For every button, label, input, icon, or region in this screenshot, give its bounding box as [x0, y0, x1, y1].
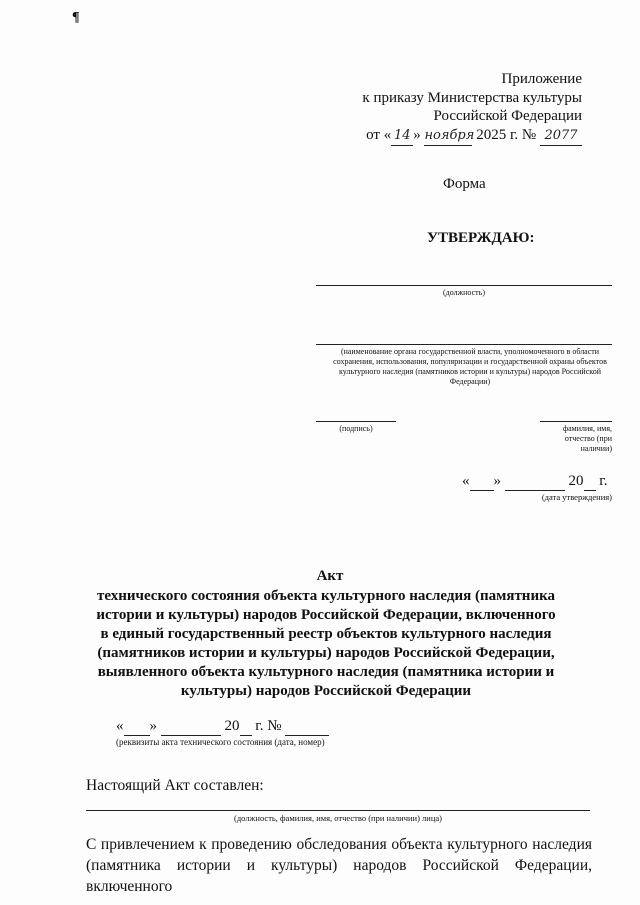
approval-date	[462, 473, 607, 491]
act-day-blank	[124, 718, 150, 736]
authority-caption: (наименование органа государственной власти, уполномоченного в области сохранения, использования, популяризации и государственной охраны объектов культурного наследия (памятников истории и культуры) народов Российской Федерации)	[333, 347, 607, 386]
signature-caption: (подпись)	[339, 424, 373, 433]
composed-line	[86, 810, 590, 811]
authority-line	[316, 344, 612, 345]
act-month-blank	[161, 718, 221, 736]
involvement-text: С привлечением к проведению обследования объекта культурного наследия (памятника истории и культуры) народов Российской Федерации, включенного	[86, 836, 592, 895]
name-line	[540, 421, 612, 422]
position-line	[316, 285, 612, 286]
composed-label: Настоящий Акт составлен:	[86, 777, 264, 794]
order-day: 14	[391, 127, 413, 146]
approve-title: УТВЕРЖДАЮ:	[427, 230, 535, 246]
appendix-label: Приложение	[501, 71, 582, 87]
act-date-close: »	[149, 718, 157, 734]
form-label: Форма	[443, 176, 486, 192]
approval-date-open: «	[462, 473, 470, 489]
date-prefix: от «	[366, 127, 392, 143]
act-date-open: «	[116, 718, 124, 734]
order-date-line	[366, 126, 582, 146]
approval-year-suffix: г.	[599, 473, 608, 489]
order-year: 2025 г. №	[476, 127, 537, 143]
position-caption: (должность)	[443, 288, 485, 297]
approval-date-close: »	[493, 473, 501, 489]
order-number: 2077	[540, 127, 582, 146]
approval-date-caption: (дата утверждения)	[541, 492, 612, 502]
approval-month-blank	[505, 473, 565, 491]
order-month: ноября	[424, 127, 472, 146]
approval-year-prefix: 20	[568, 473, 584, 489]
act-date-caption: (реквизиты акта технического состояния (дата, номер)	[116, 737, 325, 747]
approval-day-blank	[470, 473, 494, 491]
act-number-label: г. №	[255, 718, 282, 734]
act-date	[116, 718, 329, 736]
act-year-prefix: 20	[224, 718, 240, 734]
act-year-blank	[240, 718, 252, 736]
name-caption: фамилия, имя, отчество (при наличии)	[562, 424, 612, 453]
date-mid: »	[413, 127, 421, 143]
act-title: Акт	[316, 568, 344, 584]
corner-mark: ¶	[72, 10, 80, 25]
order-reference: к приказу Министерства культуры	[362, 90, 582, 106]
act-subtitle: технического состояния объекта культурного наследия (памятника истории и культуры) народов Российской Федерации, включенного в единый государственный реестр объектов культурного наследия (памятников истории и культуры) народов Российской Федерации, выявленного объекта культурного наследия (памятника истории и культуры) народов Российской Федерации	[96, 588, 556, 699]
approval-year-blank	[584, 473, 596, 491]
signature-line	[316, 421, 396, 422]
act-number-blank	[285, 718, 329, 736]
composed-caption: (должность, фамилия, имя, отчество (при наличии) лица)	[234, 813, 442, 823]
federation-label: Российской Федерации	[433, 108, 582, 124]
